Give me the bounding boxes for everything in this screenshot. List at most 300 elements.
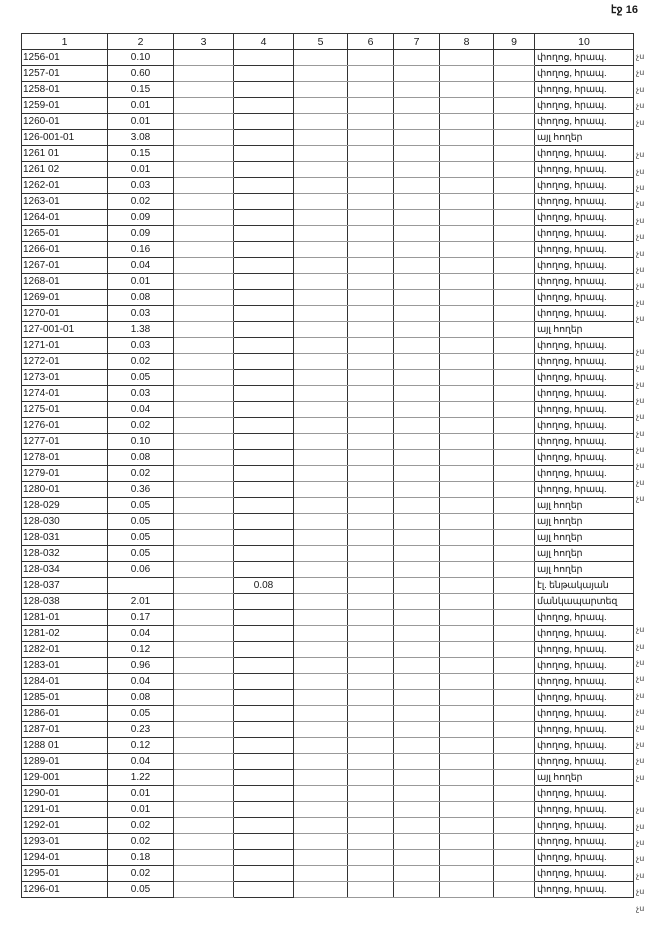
land-use-cell: փողոց, հրապ. xyxy=(535,66,634,82)
margin-mark: չս xyxy=(636,101,645,111)
table-row xyxy=(22,802,634,818)
col-3-cell xyxy=(174,546,234,562)
land-register-table xyxy=(21,33,634,898)
land-use-cell: փողոց, հրապ. xyxy=(535,114,634,130)
col-5-cell xyxy=(294,146,348,162)
col-6-cell xyxy=(348,706,394,722)
col-5-cell xyxy=(294,466,348,482)
parcel-id-cell: 128-032 xyxy=(22,546,108,562)
col-9-cell xyxy=(494,98,535,114)
col-5-cell xyxy=(294,306,348,322)
table-row xyxy=(22,738,634,754)
col-9-cell xyxy=(494,882,535,898)
parcel-id-cell: 128-030 xyxy=(22,514,108,530)
col-9-cell xyxy=(494,50,535,66)
col-7-cell xyxy=(394,802,440,818)
col-3-cell xyxy=(174,178,234,194)
col-9-cell xyxy=(494,162,535,178)
col-6-cell xyxy=(348,722,394,738)
col-9-cell xyxy=(494,626,535,642)
col-5-cell xyxy=(294,386,348,402)
margin-mark: չս xyxy=(636,150,645,160)
land-use-cell: փողոց, հրապ. xyxy=(535,354,634,370)
col-3-cell xyxy=(174,290,234,306)
parcel-id-cell: 1275-01 xyxy=(22,402,108,418)
area-cell: 0.01 xyxy=(108,114,174,130)
col-7-cell xyxy=(394,722,440,738)
table-row xyxy=(22,546,634,562)
col-6-cell xyxy=(348,802,394,818)
margin-mark: չս xyxy=(636,281,645,291)
col-4-cell xyxy=(234,210,294,226)
col-8-cell xyxy=(440,258,494,274)
land-use-cell: փողոց, հրապ. xyxy=(535,834,634,850)
land-use-cell: փողոց, հրապ. xyxy=(535,370,634,386)
header-col-5: 5 xyxy=(294,34,348,50)
col-9-cell xyxy=(494,322,535,338)
col-7-cell xyxy=(394,66,440,82)
col-9-cell xyxy=(494,290,535,306)
col-8-cell xyxy=(440,290,494,306)
header-col-4: 4 xyxy=(234,34,294,50)
col-9-cell xyxy=(494,114,535,130)
col-4-cell xyxy=(234,594,294,610)
col-7-cell xyxy=(394,290,440,306)
area-cell: 0.05 xyxy=(108,498,174,514)
col-6-cell xyxy=(348,274,394,290)
area-cell: 0.01 xyxy=(108,802,174,818)
col-8-cell xyxy=(440,834,494,850)
parcel-id-cell: 1289-01 xyxy=(22,754,108,770)
land-use-cell: այլ հողեր xyxy=(535,498,634,514)
margin-mark: չս xyxy=(636,363,645,373)
area-cell: 0.10 xyxy=(108,50,174,66)
col-6-cell xyxy=(348,578,394,594)
col-4-cell: 0.08 xyxy=(234,578,294,594)
col-3-cell xyxy=(174,162,234,178)
col-6-cell xyxy=(348,98,394,114)
margin-mark: չս xyxy=(636,739,645,749)
col-8-cell xyxy=(440,658,494,674)
land-use-cell: փողոց, հրապ. xyxy=(535,146,634,162)
table-row xyxy=(22,210,634,226)
land-use-cell: փողոց, հրապ. xyxy=(535,386,634,402)
col-4-cell xyxy=(234,882,294,898)
col-9-cell xyxy=(494,802,535,818)
parcel-id-cell: 1264-01 xyxy=(22,210,108,226)
col-6-cell xyxy=(348,146,394,162)
margin-mark: չս xyxy=(636,52,645,61)
parcel-id-cell: 1285-01 xyxy=(22,690,108,706)
table-row xyxy=(22,770,634,786)
col-7-cell xyxy=(394,466,440,482)
col-5-cell xyxy=(294,354,348,370)
col-7-cell xyxy=(394,786,440,802)
col-7-cell xyxy=(394,450,440,466)
col-9-cell xyxy=(494,354,535,370)
land-use-cell: փողոց, հրապ. xyxy=(535,98,634,114)
col-5-cell xyxy=(294,546,348,562)
table-row xyxy=(22,50,634,66)
col-5-cell xyxy=(294,882,348,898)
col-9-cell xyxy=(494,578,535,594)
col-9-cell xyxy=(494,674,535,690)
col-9-cell xyxy=(494,466,535,482)
col-8-cell xyxy=(440,130,494,146)
parcel-id-cell: 1292-01 xyxy=(22,818,108,834)
parcel-id-cell: 1294-01 xyxy=(22,850,108,866)
col-7-cell xyxy=(394,850,440,866)
area-cell: 0.03 xyxy=(108,306,174,322)
parcel-id-cell: 1273-01 xyxy=(22,370,108,386)
col-9-cell xyxy=(494,610,535,626)
margin-mark xyxy=(636,327,656,343)
land-use-cell: փողոց, հրապ. xyxy=(535,194,634,210)
land-use-cell: փողոց, հրապ. xyxy=(535,306,634,322)
col-6-cell xyxy=(348,210,394,226)
land-use-cell: փողոց, հրապ. xyxy=(535,706,634,722)
parcel-id-cell: 1276-01 xyxy=(22,418,108,434)
col-6-cell xyxy=(348,338,394,354)
col-3-cell xyxy=(174,402,234,418)
margin-mark: չս xyxy=(636,723,645,733)
col-5-cell xyxy=(294,722,348,738)
table-row xyxy=(22,178,634,194)
land-use-cell: փողոց, հրապ. xyxy=(535,162,634,178)
col-9-cell xyxy=(494,258,535,274)
margin-mark: չս xyxy=(636,314,645,323)
col-7-cell xyxy=(394,770,440,786)
col-9-cell xyxy=(494,418,535,434)
col-8-cell xyxy=(440,530,494,546)
parcel-id-cell: 1272-01 xyxy=(22,354,108,370)
col-3-cell xyxy=(174,722,234,738)
col-3-cell xyxy=(174,530,234,546)
col-9-cell xyxy=(494,450,535,466)
area-cell: 0.17 xyxy=(108,610,174,626)
col-5-cell xyxy=(294,434,348,450)
area-cell: 0.60 xyxy=(108,66,174,82)
col-4-cell xyxy=(234,306,294,322)
col-6-cell xyxy=(348,82,394,98)
col-8-cell xyxy=(440,82,494,98)
col-4-cell xyxy=(234,338,294,354)
col-3-cell xyxy=(174,210,234,226)
table-row xyxy=(22,482,634,498)
col-3-cell xyxy=(174,482,234,498)
col-4-cell xyxy=(234,242,294,258)
col-3-cell xyxy=(174,82,234,98)
col-7-cell xyxy=(394,738,440,754)
land-use-cell: էլ. ենթակայան xyxy=(535,578,634,594)
col-7-cell xyxy=(394,418,440,434)
col-8-cell xyxy=(440,546,494,562)
col-8-cell xyxy=(440,738,494,754)
col-4-cell xyxy=(234,514,294,530)
col-4-cell xyxy=(234,98,294,114)
col-9-cell xyxy=(494,642,535,658)
col-7-cell xyxy=(394,578,440,594)
table-row xyxy=(22,498,634,514)
col-5-cell xyxy=(294,530,348,546)
col-5-cell xyxy=(294,370,348,386)
margin-mark: չս xyxy=(636,821,645,831)
col-5-cell xyxy=(294,130,348,146)
margin-mark: չս xyxy=(636,297,645,307)
col-9-cell xyxy=(494,866,535,882)
area-cell: 0.09 xyxy=(108,226,174,242)
table-row xyxy=(22,850,634,866)
table-row xyxy=(22,434,634,450)
col-6-cell xyxy=(348,850,394,866)
col-8-cell xyxy=(440,162,494,178)
col-7-cell xyxy=(394,242,440,258)
col-3-cell xyxy=(174,114,234,130)
land-use-cell: փողոց, հրապ. xyxy=(535,482,634,498)
area-cell: 0.02 xyxy=(108,834,174,850)
parcel-id-cell: 1283-01 xyxy=(22,658,108,674)
land-use-cell: փողոց, հրապ. xyxy=(535,802,634,818)
col-3-cell xyxy=(174,146,234,162)
area-cell: 1.38 xyxy=(108,322,174,338)
table-row xyxy=(22,370,634,386)
table-row xyxy=(22,466,634,482)
land-use-cell: փողոց, հրապ. xyxy=(535,722,634,738)
col-4-cell xyxy=(234,386,294,402)
margin-mark: չս xyxy=(636,854,645,864)
col-6-cell xyxy=(348,66,394,82)
col-7-cell xyxy=(394,114,440,130)
col-7-cell xyxy=(394,482,440,498)
table-row xyxy=(22,594,634,610)
margin-mark: չս xyxy=(636,838,645,847)
col-5-cell xyxy=(294,594,348,610)
table-row xyxy=(22,642,634,658)
table-row xyxy=(22,290,634,306)
area-cell: 0.23 xyxy=(108,722,174,738)
land-use-cell: փողոց, հրապ. xyxy=(535,418,634,434)
col-8-cell xyxy=(440,626,494,642)
area-cell: 0.08 xyxy=(108,450,174,466)
margin-mark: չս xyxy=(636,690,645,700)
col-3-cell xyxy=(174,578,234,594)
area-cell: 0.03 xyxy=(108,386,174,402)
area-cell: 0.04 xyxy=(108,754,174,770)
col-4-cell xyxy=(234,354,294,370)
col-7-cell xyxy=(394,706,440,722)
col-4-cell xyxy=(234,290,294,306)
table-row xyxy=(22,98,634,114)
col-6-cell xyxy=(348,626,394,642)
table-row xyxy=(22,690,634,706)
col-8-cell xyxy=(440,514,494,530)
col-3-cell xyxy=(174,98,234,114)
land-use-cell: փողոց, հրապ. xyxy=(535,226,634,242)
col-8-cell xyxy=(440,722,494,738)
col-3-cell xyxy=(174,418,234,434)
land-use-cell: փողոց, հրապ. xyxy=(535,290,634,306)
area-cell: 0.15 xyxy=(108,82,174,98)
col-5-cell xyxy=(294,210,348,226)
col-6-cell xyxy=(348,370,394,386)
col-5-cell xyxy=(294,290,348,306)
col-8-cell xyxy=(440,306,494,322)
col-7-cell xyxy=(394,338,440,354)
col-4-cell xyxy=(234,498,294,514)
parcel-id-cell: 1261 02 xyxy=(22,162,108,178)
table-row xyxy=(22,258,634,274)
col-3-cell xyxy=(174,658,234,674)
col-8-cell xyxy=(440,770,494,786)
col-4-cell xyxy=(234,466,294,482)
col-7-cell xyxy=(394,530,440,546)
col-3-cell xyxy=(174,386,234,402)
col-4-cell xyxy=(234,546,294,562)
col-7-cell xyxy=(394,194,440,210)
col-5-cell xyxy=(294,802,348,818)
col-9-cell xyxy=(494,274,535,290)
area-cell: 0.05 xyxy=(108,546,174,562)
col-6-cell xyxy=(348,434,394,450)
col-4-cell xyxy=(234,434,294,450)
land-use-cell: փողոց, հրապ. xyxy=(535,626,634,642)
parcel-id-cell: 128-038 xyxy=(22,594,108,610)
land-use-cell: փողոց, հրապ. xyxy=(535,258,634,274)
col-5-cell xyxy=(294,578,348,594)
table-row xyxy=(22,402,634,418)
col-4-cell xyxy=(234,114,294,130)
col-4-cell xyxy=(234,178,294,194)
area-cell: 3.08 xyxy=(108,130,174,146)
table-row xyxy=(22,82,634,98)
col-7-cell xyxy=(394,610,440,626)
parcel-id-cell: 1295-01 xyxy=(22,866,108,882)
table-row xyxy=(22,530,634,546)
col-3-cell xyxy=(174,738,234,754)
col-8-cell xyxy=(440,194,494,210)
col-7-cell xyxy=(394,882,440,898)
col-7-cell xyxy=(394,274,440,290)
col-8-cell xyxy=(440,466,494,482)
table-row xyxy=(22,722,634,738)
table-row xyxy=(22,306,634,322)
col-6-cell xyxy=(348,242,394,258)
parcel-id-cell: 1267-01 xyxy=(22,258,108,274)
col-3-cell xyxy=(174,450,234,466)
header-col-9: 9 xyxy=(494,34,535,50)
col-5-cell xyxy=(294,770,348,786)
col-9-cell xyxy=(494,770,535,786)
table-row xyxy=(22,162,634,178)
col-8-cell xyxy=(440,50,494,66)
margin-mark: չս xyxy=(636,428,645,438)
col-6-cell xyxy=(348,466,394,482)
area-cell: 0.08 xyxy=(108,690,174,706)
col-4-cell xyxy=(234,146,294,162)
land-use-cell: փողոց, հրապ. xyxy=(535,642,634,658)
area-cell: 0.10 xyxy=(108,434,174,450)
parcel-id-cell: 1282-01 xyxy=(22,642,108,658)
margin-mark: չս xyxy=(636,870,645,880)
col-4-cell xyxy=(234,450,294,466)
col-8-cell xyxy=(440,850,494,866)
col-6-cell xyxy=(348,354,394,370)
parcel-id-cell: 1261 01 xyxy=(22,146,108,162)
col-5-cell xyxy=(294,818,348,834)
parcel-id-cell: 1280-01 xyxy=(22,482,108,498)
col-4-cell xyxy=(234,162,294,178)
margin-marks xyxy=(636,49,656,917)
land-use-cell: այլ հողեր xyxy=(535,130,634,146)
col-5-cell xyxy=(294,322,348,338)
col-7-cell xyxy=(394,562,440,578)
col-5-cell xyxy=(294,610,348,626)
col-6-cell xyxy=(348,690,394,706)
col-3-cell xyxy=(174,498,234,514)
col-4-cell xyxy=(234,690,294,706)
col-5-cell xyxy=(294,690,348,706)
col-7-cell xyxy=(394,402,440,418)
col-8-cell xyxy=(440,354,494,370)
col-9-cell xyxy=(494,546,535,562)
area-cell: 0.18 xyxy=(108,850,174,866)
area-cell: 0.04 xyxy=(108,402,174,418)
land-use-cell: այլ հողեր xyxy=(535,514,634,530)
col-6-cell xyxy=(348,386,394,402)
col-6-cell xyxy=(348,754,394,770)
land-use-cell: փողոց, հրապ. xyxy=(535,658,634,674)
col-5-cell xyxy=(294,642,348,658)
area-cell: 0.36 xyxy=(108,482,174,498)
col-4-cell xyxy=(234,674,294,690)
col-3-cell xyxy=(174,818,234,834)
col-9-cell xyxy=(494,370,535,386)
col-9-cell xyxy=(494,178,535,194)
col-6-cell xyxy=(348,498,394,514)
margin-mark: չս xyxy=(636,395,645,405)
col-6-cell xyxy=(348,114,394,130)
col-6-cell xyxy=(348,482,394,498)
table-row xyxy=(22,818,634,834)
col-6-cell xyxy=(348,226,394,242)
area-cell: 0.02 xyxy=(108,354,174,370)
col-8-cell xyxy=(440,386,494,402)
col-5-cell xyxy=(294,786,348,802)
table-row xyxy=(22,866,634,882)
col-8-cell xyxy=(440,370,494,386)
col-5-cell xyxy=(294,514,348,530)
table-row xyxy=(22,274,634,290)
col-3-cell xyxy=(174,802,234,818)
header-col-1: 1 xyxy=(22,34,108,50)
area-cell: 0.03 xyxy=(108,338,174,354)
margin-mark: չս xyxy=(636,117,645,127)
col-3-cell xyxy=(174,754,234,770)
parcel-id-cell: 1262-01 xyxy=(22,178,108,194)
col-7-cell xyxy=(394,594,440,610)
parcel-id-cell: 1279-01 xyxy=(22,466,108,482)
col-8-cell xyxy=(440,498,494,514)
margin-mark: չս xyxy=(636,412,645,422)
col-3-cell xyxy=(174,850,234,866)
col-6-cell xyxy=(348,674,394,690)
col-8-cell xyxy=(440,594,494,610)
col-8-cell xyxy=(440,754,494,770)
col-3-cell xyxy=(174,882,234,898)
margin-mark: չս xyxy=(636,166,645,176)
parcel-id-cell: 1260-01 xyxy=(22,114,108,130)
parcel-id-cell: 128-037 xyxy=(22,578,108,594)
